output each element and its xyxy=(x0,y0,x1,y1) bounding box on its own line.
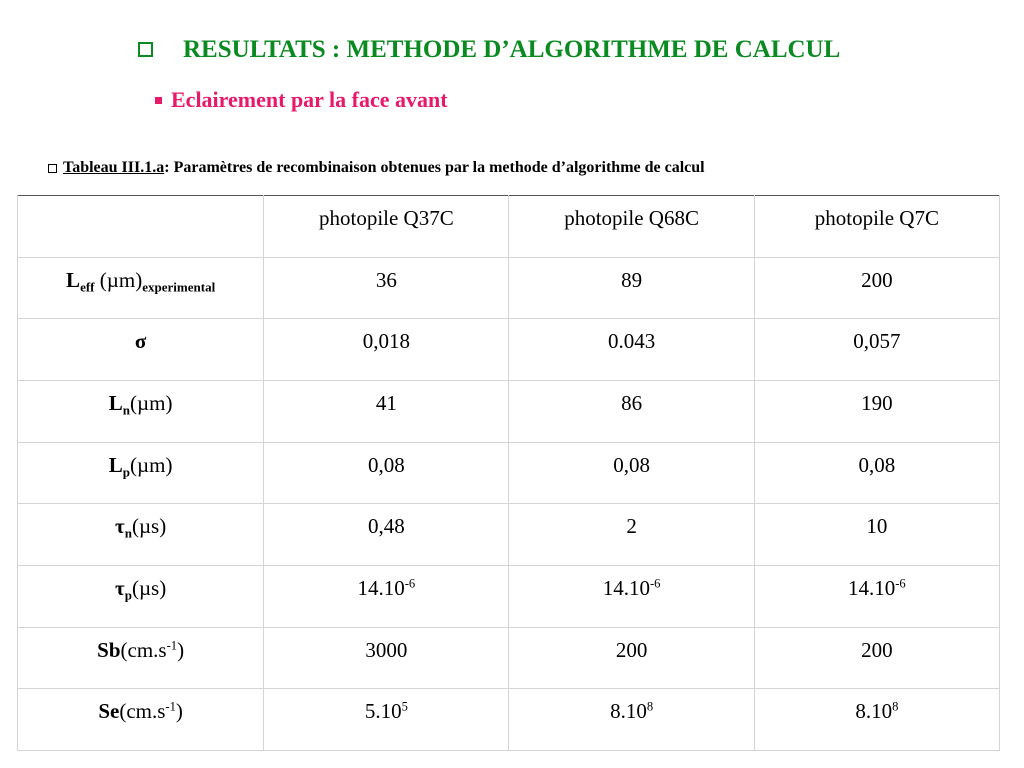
value-base: 14.10 xyxy=(357,575,405,600)
value-cell xyxy=(264,689,509,751)
table-row xyxy=(18,627,1000,689)
row-label-cell xyxy=(18,319,264,381)
value-cell xyxy=(264,565,509,627)
row-symbol: L xyxy=(108,452,123,477)
value-cell: 0,057 xyxy=(754,319,999,381)
slide-title xyxy=(138,34,840,66)
value-cell: 3000 xyxy=(264,627,509,689)
value-cell xyxy=(509,565,754,627)
row-unit-superscript: -1 xyxy=(166,638,178,653)
row-symbol: τ xyxy=(115,575,125,600)
value-cell: 2 xyxy=(509,504,754,566)
row-label-cell xyxy=(18,442,264,504)
row-unit: (cm.s xyxy=(120,637,167,662)
square-bullet-icon xyxy=(155,97,162,104)
value-cell: 41 xyxy=(264,380,509,442)
value-cell: 190 xyxy=(754,380,999,442)
value-exponent: 8 xyxy=(892,699,899,714)
table-row xyxy=(18,565,1000,627)
value-cell: 200 xyxy=(754,257,999,319)
row-symbol: L xyxy=(66,267,81,292)
value-base: 14.10 xyxy=(847,575,896,600)
row-symbol-subscript: n xyxy=(124,525,132,541)
value-cell: 200 xyxy=(509,627,754,689)
value-cell: 0,08 xyxy=(509,442,754,504)
row-label-cell xyxy=(18,257,264,319)
value-exponent: 8 xyxy=(646,699,654,714)
value-base: 14.10 xyxy=(602,575,650,600)
row-symbol: σ xyxy=(134,329,147,354)
slide-subtitle xyxy=(155,86,448,114)
table-reference: Tableau III.1.a xyxy=(63,159,165,176)
row-symbol: L xyxy=(108,390,123,415)
row-symbol-subscript: eff xyxy=(80,279,95,295)
table-caption xyxy=(48,156,705,180)
row-label-cell xyxy=(18,504,264,566)
slide-title-text: RESULTATS : METHODE D’ALGORITHME DE CALCUL xyxy=(183,36,841,63)
hollow-square-bullet-icon xyxy=(48,164,57,173)
header-cell-q7c: photopile Q7C xyxy=(754,196,999,258)
value-cell xyxy=(754,689,999,751)
value-cell: 0.043 xyxy=(509,319,754,381)
value-cell: 10 xyxy=(754,504,999,566)
row-symbol-subscript: p xyxy=(122,464,131,480)
row-label-cell xyxy=(18,689,264,751)
row-label-cell xyxy=(18,565,264,627)
value-exponent: -6 xyxy=(895,576,906,591)
row-unit: (µm) xyxy=(94,267,143,292)
header-empty-cell xyxy=(18,196,264,258)
row-unit: (µs) xyxy=(131,575,167,600)
row-symbol-subscript: n xyxy=(122,402,131,418)
value-cell xyxy=(754,565,999,627)
table-row xyxy=(18,257,1000,319)
table-row xyxy=(18,319,1000,381)
row-unit-subscript: experimental xyxy=(142,279,216,295)
row-symbol: Sb xyxy=(97,637,121,662)
value-cell: 86 xyxy=(509,380,754,442)
value-exponent: -6 xyxy=(404,576,416,591)
value-base: 8.10 xyxy=(610,699,647,724)
slide-subtitle-text: Eclairement par la face avant xyxy=(171,87,448,112)
header-cell-q68c: photopile Q68C xyxy=(509,196,754,258)
table-caption-text: : Paramètres de recombinaison obtenues par la methode d’algorithme de calcul xyxy=(164,159,705,176)
table-header-row xyxy=(18,196,1000,258)
value-exponent: 5 xyxy=(401,699,408,714)
value-cell: 0,08 xyxy=(264,442,509,504)
row-unit-end: ) xyxy=(175,699,183,724)
value-cell xyxy=(509,689,754,751)
value-base: 5.10 xyxy=(364,699,402,724)
row-unit-end: ) xyxy=(177,637,185,662)
row-symbol: τ xyxy=(115,514,125,539)
row-unit-superscript: -1 xyxy=(165,699,176,714)
value-cell: 0,48 xyxy=(264,504,509,566)
value-cell: 0,08 xyxy=(754,442,999,504)
row-unit: (µs) xyxy=(131,514,167,539)
value-base: 8.10 xyxy=(855,699,893,724)
row-unit: (µm) xyxy=(130,390,173,415)
header-cell-q37c: photopile Q37C xyxy=(264,196,509,258)
checkbox-bullet-icon xyxy=(138,42,153,57)
row-unit: (cm.s xyxy=(119,699,166,724)
row-symbol: Se xyxy=(98,699,120,724)
value-cell: 89 xyxy=(509,257,754,319)
row-unit: (µm) xyxy=(130,452,173,477)
row-symbol-subscript: p xyxy=(124,587,132,603)
row-label-cell xyxy=(18,380,264,442)
value-exponent: -6 xyxy=(649,576,661,591)
row-label-cell xyxy=(18,627,264,689)
table-row xyxy=(18,442,1000,504)
table-row xyxy=(18,504,1000,566)
table-row xyxy=(18,689,1000,751)
value-cell: 36 xyxy=(264,257,509,319)
value-cell: 0,018 xyxy=(264,319,509,381)
parameters-table xyxy=(17,195,1000,751)
table-row xyxy=(18,380,1000,442)
value-cell: 200 xyxy=(754,627,999,689)
